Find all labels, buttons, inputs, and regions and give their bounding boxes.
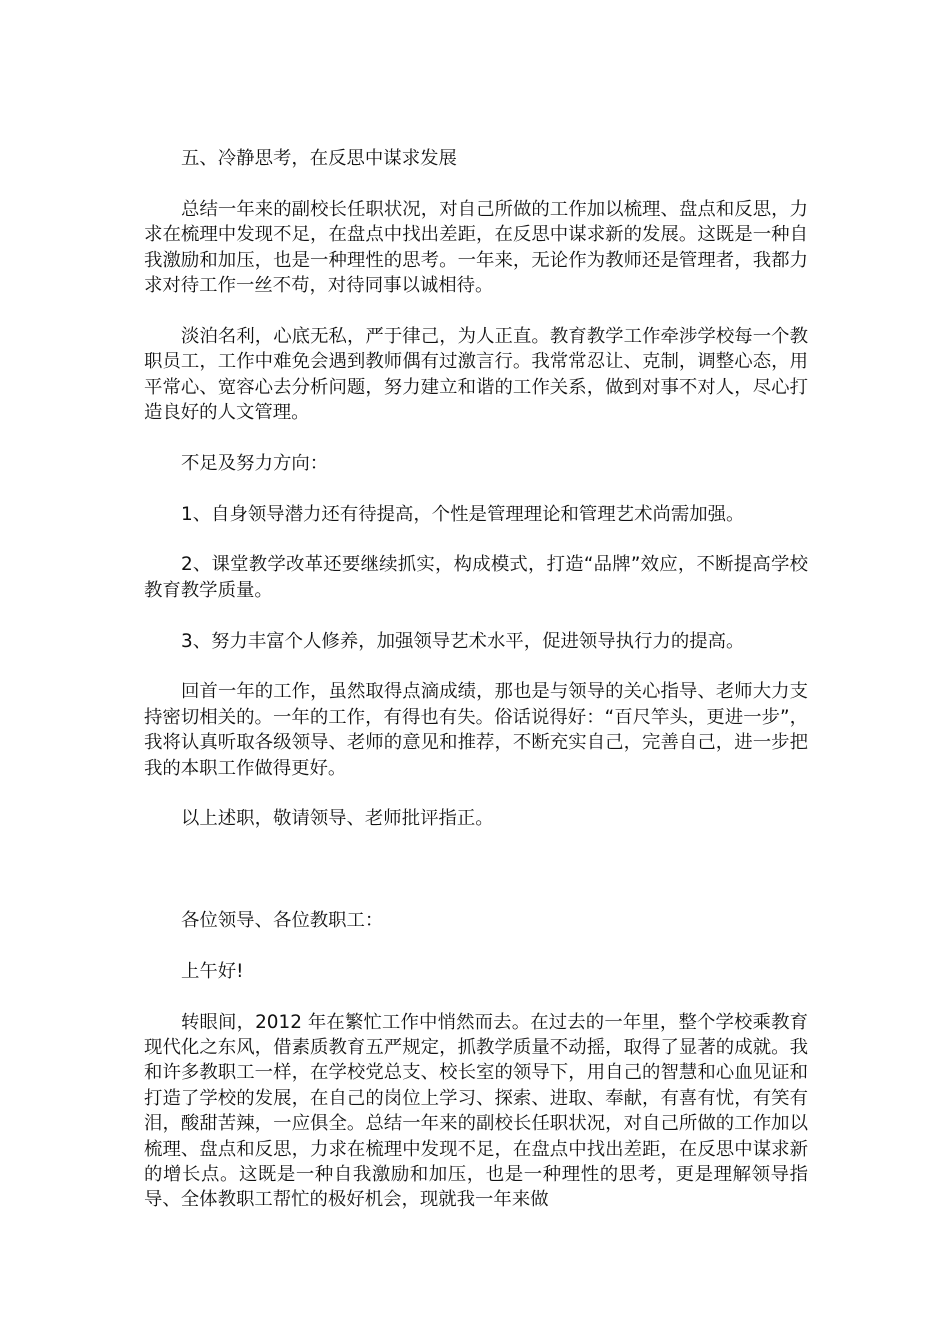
list-item: 1、自身领导潜力还有待提高，个性是管理理论和管理艺术尚需加强。 (181, 503, 745, 525)
subheading: 不足及努力方向： (181, 452, 329, 474)
closing-line: 以上述职，敬请领导、老师批评指正。 (181, 808, 494, 830)
paragraph: 淡泊名利，心底无私，严于律己，为人正直。教育教学工作牵涉学校每一个教职员工，工作中难免会遇到教师偶有过激言行。我常常忍让、克制，调整心态，用平常心、宽容心去分析问题，努力建立和谐的工作关系，做到对事不对人，尽心打造良好的人文管理。 (144, 325, 808, 424)
document-page (144, 146, 808, 1238)
section-gap (144, 857, 808, 908)
paragraph: 总结一年来的副校长任职状况，对自己所做的工作加以梳理、盘点和反思，力求在梳理中发现不足，在盘点中找出差距，在反思中谋求新的发展。这既是一种自我激励和加压，也是一种理性的思考。一年来，无论作为教师还是管理者，我都力求对待工作一丝不苟，对待同事以诚相待。 (144, 198, 808, 297)
section-heading: 五、冷静思考，在反思中谋求发展 (181, 148, 457, 169)
list-item: 2、课堂教学改革还要继续抓实，构成模式，打造“品牌”效应，不断提高学校教育教学质量。 (144, 554, 808, 601)
salutation: 各位领导、各位教职工： (181, 910, 384, 932)
greeting: 上午好! (181, 960, 244, 982)
list-item: 3、努力丰富个人修养，加强领导艺术水平，促进领导执行力的提高。 (181, 630, 745, 652)
paragraph: 回首一年的工作，虽然取得点滴成绩，那也是与领导的关心指导、老师大力支持密切相关的。一年的工作，有得也有失。俗话说得好：“百尺竿头，更进一步”，我将认真听取各级领导、老师的意见和推荐，不断充实自己，完善自己，进一步把我的本职工作做得更好。 (144, 681, 808, 779)
paragraph: 转眼间，2012 年在繁忙工作中悄然而去。在过去的一年里，整个学校乘教育现代化之东风，借素质教育五严规定，抓教学质量不动摇，取得了显著的成就。我和许多教职工一样，在学校党总支、校长室的领导下，用自己的智慧和心血见证和打造了学校的发展，在自己的岗位上学习、探索、进取、奉献，有喜有忧，有笑有泪，酸甜苦辣，一应俱全。总结一年来的副校长任职状况，对自己所做的工作加以梳理、盘点和反思，力求在梳理中发现不足，在盘点中找出差距，在反思中谋求新的增长点。这既是一种自我激励和加压，也是一种理性的思考，更是理解领导指导、全体教职工帮忙的极好机会，现就我一年来做 (144, 1011, 808, 1211)
